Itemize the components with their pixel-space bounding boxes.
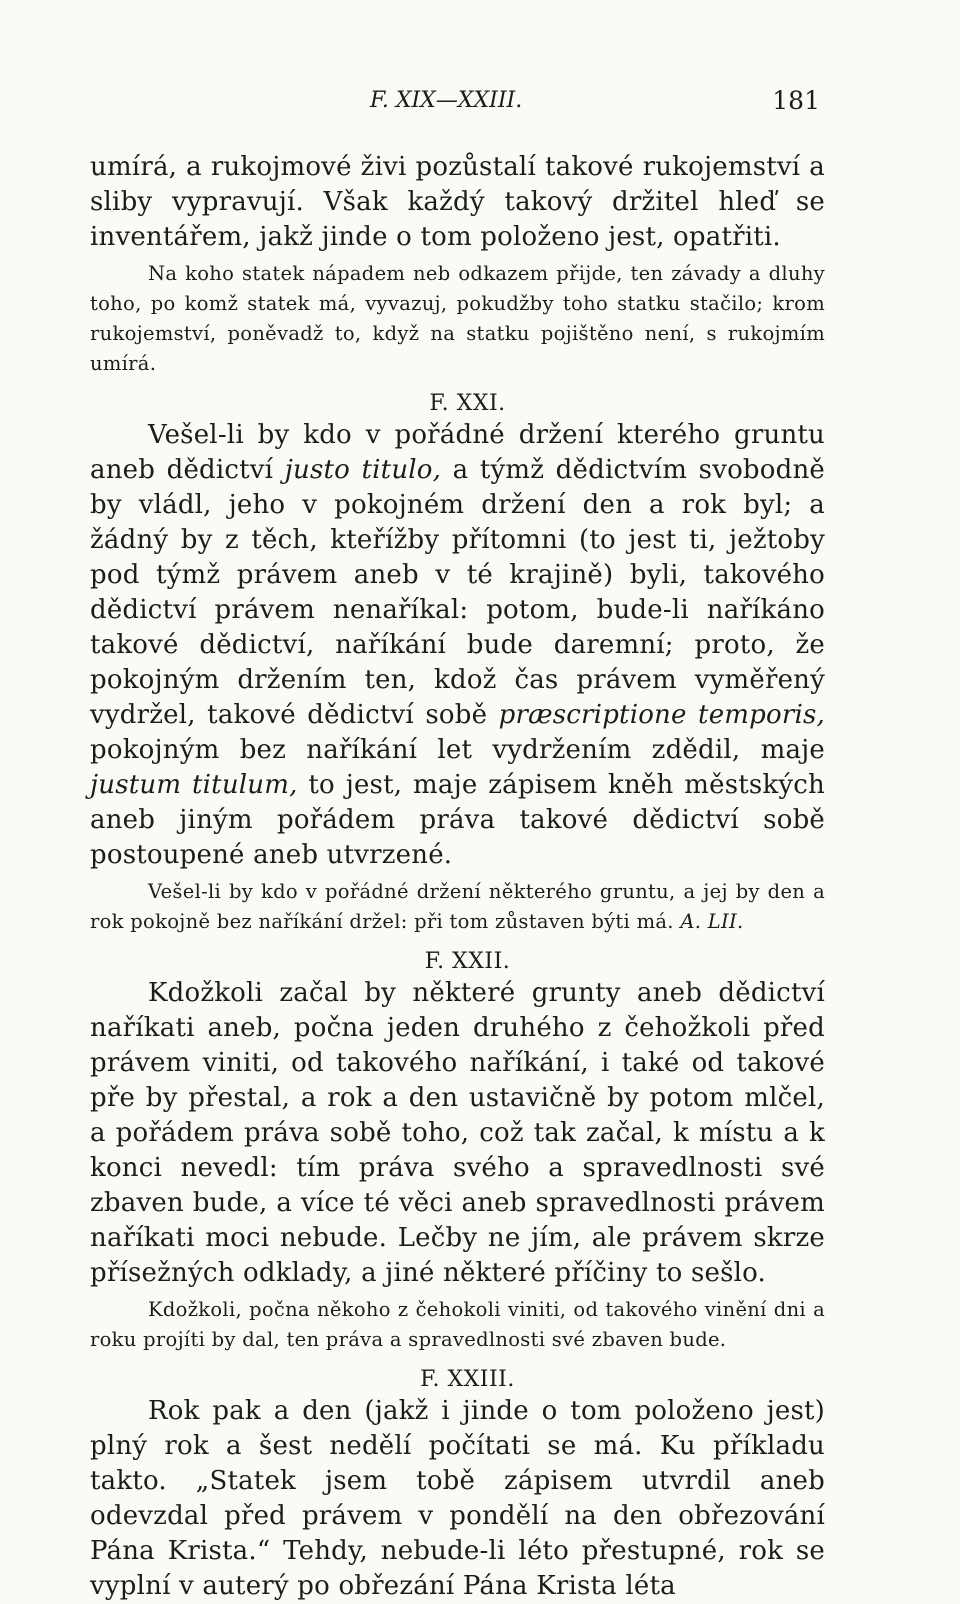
paragraph-continued: umírá, a rukojmové živi pozůstalí takové rukojemství a sliby vypravují. Však každý takový držitel hleď se inventářem, jakž jinde o tom položeno jest, opatřiti. xyxy=(90,152,825,252)
section-xxii-note: Kdožkoli, počna někoho z čehokoli viniti, od takového vinění dni a roku projíti by dal, ten práva a spravedlnosti své zbaven bude. xyxy=(90,1298,825,1351)
section-xxii-text: Kdožkoli začal by některé grunty aneb dědictví naříkati aneb, počna jeden druhého z čehožkoli před právem viniti, od takového naříkání, i také od takové pře by přestal, a rok a den ustavičně by potom mlčel, a pořádem práva sobě toho, což tak začal, k místu a k konci nevedl: tím práva svého a spravedlnosti své zbaven bude, a více té věci aneb spravedlnosti právem naříkati moci nebude. Lečby ne jím, ale právem skrze přísežných odklady, a jiné některé příčiny to sešlo. xyxy=(90,978,825,1288)
section-heading-xxiii: F. XXIII. xyxy=(420,1367,515,1392)
running-title: F. XIX—XXIII. xyxy=(370,88,523,113)
page-number: 181 xyxy=(772,86,820,115)
section-xxi-text: Vešel-li by kdo v pořádné držení kterého gruntu aneb dědictví justo titulo, a týmž dědictvím svobodně by vládl, jeho v pokojném držení den a rok byl; a žádný by z těch, kteřížby přítomni (to jest ti, ježtoby pod týmž právem aneb v té krajině) byli, takového dědictví právem nenaříkal: potom, bude-li naříkáno takové dědictví, naříkání bude daremní; proto, že pokojným držením ten, kdož čas právem vyměřený vydržel, takové dědictví sobě præscriptione temporis, pokojným bez naříkání let vydržením zdědil, maje justum titulum, to jest, maje zápisem kněh městských aneb jiným pořádem práva takové dědictví sobě postoupené aneb utvrzené. xyxy=(90,420,826,870)
page-header xyxy=(370,88,820,118)
page-body xyxy=(90,150,825,1604)
section-heading-xxii: F. XXII. xyxy=(424,949,511,974)
section-xxiii-text: Rok pak a den (jakž i jinde o tom položeno jest) plný rok a šest nedělí počítati se má. Ku příkladu takto. „Statek jsem tobě zápisem utvrdil aneb odevzdal před právem v pondělí na den obřezování Pána Krista.“ Tehdy, nebude-li léto přestupné, rok se vyplní v auterý po obřezání Pána Krista léta xyxy=(90,1396,825,1601)
note-reference: A. LII. xyxy=(680,910,744,933)
marginal-note: Na koho statek nápadem neb odkazem přijde, ten závady a dluhy toho, po komž statek má, vyvazuj, pokudžby toho statku stačilo; krom rukojemství, poněvadž to, když na statku pojištěno není, s rukojmím umírá. xyxy=(90,262,825,375)
section-heading-xxi: F. XXI. xyxy=(429,391,506,416)
section-xxi-note: Vešel-li by kdo v pořádné držení některého gruntu, a jej by den a rok pokojně bez naříkání držel: při tom zůstaven býti má. A. LII. xyxy=(90,880,825,933)
